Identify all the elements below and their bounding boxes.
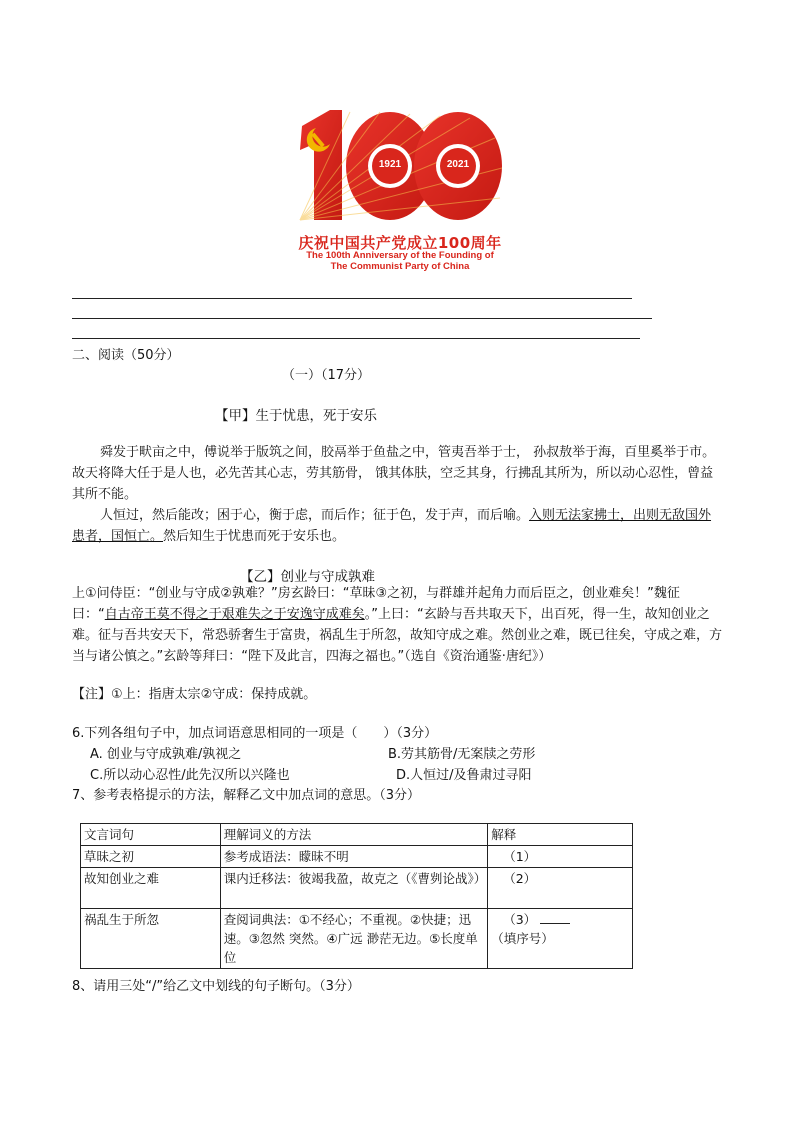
passage-a-paragraph-2 bbox=[72, 505, 722, 547]
table-header-cell: 理解词义的方法 bbox=[220, 824, 487, 846]
year-start-label: 1921 bbox=[378, 159, 402, 170]
passage-b-underlined-sentence: 自古帝王莫不得之于艰难失之于安逸守成难矣 bbox=[104, 607, 365, 622]
table-row bbox=[81, 846, 633, 868]
passage-a-paragraph-1: 舜发于畎亩之中，傅说举于版筑之间，胶鬲举于鱼盐之中，管夷吾举于士， 孙叔敖举于海，百里奚举于市。故天将降大任于是人也，必先苦其心志，劳其筋骨， 饿其体肤，空乏其身，行拂乱其所为，所以动心忍性，曾益其所不能。 bbox=[72, 445, 716, 502]
passage-b-text-part-1: 上①问侍臣：“创业与守成②孰难？”房玄龄曰：“草昧③之初，与群雄并起角力而后臣之，创业难矣！”魏征曰：“ bbox=[72, 586, 680, 622]
table-cell: 祸乱生于所忽 bbox=[81, 909, 221, 969]
question-7-stem: 7、参考表格提示的方法，解释乙文中加点词的意思。（3分） bbox=[72, 788, 421, 803]
section-heading: 二、阅读（50分） bbox=[72, 348, 180, 363]
year-end-label: 2021 bbox=[446, 159, 470, 170]
answer-slot-2: （2） bbox=[503, 871, 537, 886]
table-cell bbox=[488, 846, 633, 868]
section-subheading: （一）（17分） bbox=[282, 368, 371, 383]
fill-blank[interactable] bbox=[540, 911, 570, 924]
table-cell bbox=[488, 909, 633, 969]
table-header-cell: 文言词句 bbox=[81, 824, 221, 846]
passage-b-note: 【注】①上：指唐太宗②守成：保持成就。 bbox=[72, 687, 317, 702]
fill-hint: （填序号） bbox=[491, 931, 554, 946]
table-cell: 课内迁移法：彼竭我盈，故克之（《曹刿论战》） bbox=[220, 868, 487, 909]
table-cell: 查阅词典法：①不经心；不重视。②快捷；迅速。③忽然 突然。④广远 渺茫无边。⑤长度单位 bbox=[220, 909, 487, 969]
table-cell bbox=[488, 868, 633, 909]
passage-b-text-part-2: 。”上曰：“玄龄与吾共取天下，出百死，得一生，故知创业之难。征与吾共安天下，常恐骄奢生于富贵，祸乱生于所忽，故知守成之难。然创业之难，既已往矣，守成之难，方当与诸公慎之。”玄龄等拜曰：“陛下及此言，四海之福也。”（选自《资治通鉴·唐纪》） bbox=[72, 607, 723, 664]
logo-caption-cn: 庆祝中国共产党成立100周年 bbox=[298, 234, 502, 252]
anniversary-logo bbox=[290, 108, 510, 233]
table-cell: 草昧之初 bbox=[81, 846, 221, 868]
passage-a-p2-ending: 然后知生于忧患而死于安乐也。 bbox=[163, 529, 346, 544]
table-row bbox=[81, 909, 633, 969]
question-6-stem: 6.下列各组句子中，加点词语意思相同的一项是（ ）（3分） bbox=[72, 726, 438, 741]
table-header-row bbox=[81, 824, 633, 846]
answer-line bbox=[72, 318, 652, 319]
answer-slot-3: （3） bbox=[503, 912, 537, 927]
answer-slot-1: （1） bbox=[503, 849, 537, 864]
question-6-option-a: A. 创业与守成孰难/孰视之 bbox=[90, 747, 242, 762]
table-cell: 故知创业之难 bbox=[81, 868, 221, 909]
passage-a-p2-text: 人恒过，然后能改；困于心，衡于虑，而后作；征于色，发于声，而后喻。 bbox=[100, 508, 530, 523]
logo-caption-en-2: The Communist Party of China bbox=[330, 261, 470, 272]
logo-caption-en-1: The 100th Anniversary of the Founding of bbox=[306, 250, 494, 261]
word-method-table bbox=[80, 823, 633, 969]
answer-line bbox=[72, 338, 640, 339]
question-6-option-d: D.人恒过/及鲁肃过寻阳 bbox=[396, 768, 532, 783]
table-header-cell: 解释 bbox=[488, 824, 633, 846]
passage-b-text bbox=[72, 583, 724, 667]
table-row bbox=[81, 868, 633, 909]
question-6-option-c: C.所以动心忍性/此先汉所以兴隆也 bbox=[90, 768, 290, 783]
centenary-emblem-graphic bbox=[290, 108, 510, 233]
table-cell: 参考成语法：矇昧不明 bbox=[220, 846, 487, 868]
passage-a-title: 【甲】生于忧患，死于安乐 bbox=[215, 408, 377, 424]
question-8-stem: 8、请用三处“/”给乙文中划线的句子断句。（3分） bbox=[72, 979, 360, 994]
passage-a-underlined-sentence: 入则无法家拂士，出则无敌国外患者，国恒亡。 bbox=[72, 508, 712, 544]
answer-line bbox=[72, 298, 632, 299]
question-6-option-b: B.劳其筋骨/无案牍之劳形 bbox=[388, 747, 536, 762]
passage-b-title: 【乙】创业与守成孰难 bbox=[240, 569, 375, 585]
